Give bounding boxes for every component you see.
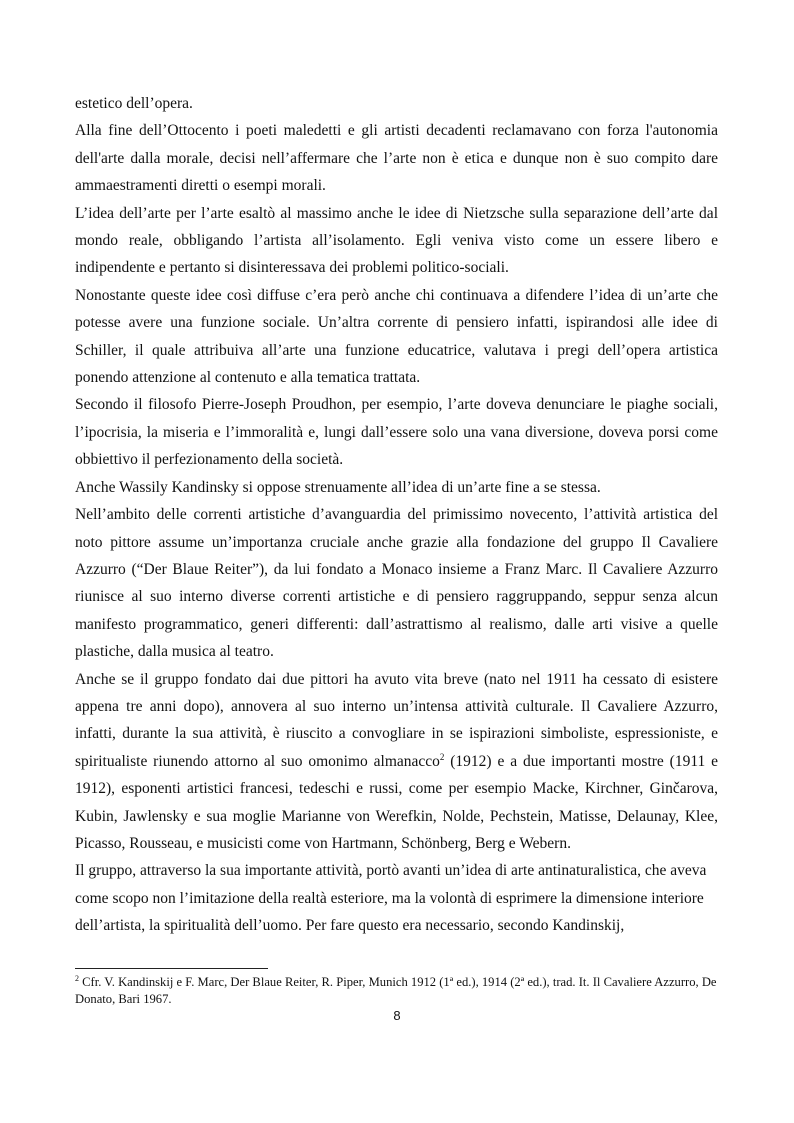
- paragraph-with-footnote: [75, 666, 718, 858]
- paragraph: Nonostante queste idee così diffuse c’era però anche chi continuava a difendere l’idea di un’arte che potesse avere una funzione sociale. Un’altra corrente di pensiero infatti, ispirandosi alle idee di Schiller, il quale attribuiva all’arte una funzione educatrice, valutava i pregi dell’opera artistica ponendo attenzione al contenuto e alla tematica trattata.: [75, 286, 718, 387]
- footnote-text: Cfr. V. Kandinskij e F. Marc, Der Blaue Reiter, R. Piper, Munich 1912 (1ª ed.), 1914 (2ª ed.), trad. It. Il Cavaliere Azzurro, De Donato, Bari 1967.: [75, 975, 717, 1006]
- footnote-number: 2: [75, 973, 79, 983]
- paragraph: Anche Wassily Kandinsky si oppose strenuamente all’idea di un’arte fine a se stessa.: [75, 478, 601, 496]
- paragraph-text: Anche se il gruppo fondato dai due pittori ha avuto vita breve (nato nel 1911 ha cessato di esistere appena tre anni dopo), annovera al suo interno un’intensa attività culturale. Il Cavaliere Azzurro, infatti, durante la sua attività, è riuscito a convogliare in se ispirazioni simboliste, espressioniste, e spiritualiste riunendo attorno al suo omonimo almanacco: [75, 670, 718, 770]
- footnote: [75, 974, 718, 1008]
- paragraph: Il gruppo, attraverso la sua importante attività, portò avanti un’idea di arte antinaturalistica, che aveva come scopo non l’imitazione della realtà esteriore, ma la volontà di esprimere la dimensione interiore dell’artista, la spiritualità dell’uomo. Per fare questo era necessario, secondo Kandinskij,: [75, 862, 707, 935]
- paragraph: Alla fine dell’Ottocento i poeti maledetti e gli artisti decadenti reclamavano con forza l'autonomia dell'arte dalla morale, decisi nell’affermare che l’arte non è etica e dunque non è suo compito dare ammaestramenti diretti o esempi morali.: [75, 122, 718, 195]
- body-text: [75, 90, 718, 940]
- page-number: 8: [393, 1008, 401, 1023]
- paragraph-text: (1912) e a due importanti mostre (1911 e 1912), esponenti artistici francesi, tedeschi e russi, come per esempio Macke, Kirchner, Ginčarova, Kubin, Jawlensky e sua moglie Marianne von Werefkin, Nolde, Pechstein, Matisse, Delaunay, Klee, Picasso, Rousseau, e musicisti come von Hartmann, Schönberg, Berg e Webern.: [75, 752, 718, 852]
- footnote-divider: [75, 968, 268, 969]
- paragraph: Secondo il filosofo Pierre-Joseph Proudhon, per esempio, l’arte doveva denunciare le piaghe sociali, l’ipocrisia, la miseria e l’immoralità e, lungi dall’essere solo una vana diversione, doveva porsi come obbiettivo il perfezionamento della società.: [75, 396, 718, 469]
- footnote-reference[interactable]: 2: [439, 751, 445, 762]
- paragraph: Nell’ambito delle correnti artistiche d’avanguardia del primissimo novecento, l’attività artistica del noto pittore assume un’importanza cruciale anche grazie alla fondazione del gruppo Il Cavaliere Azzurro (“Der Blaue Reiter”), da lui fondato a Monaco insieme a Franz Marc. Il Cavaliere Azzurro riunisce al suo interno diverse correnti artistiche e di pensiero raggruppando, seppur senza alcun manifesto programmatico, generi differenti: dall’astrattismo al realismo, dalle arti visive a quelle plastiche, dalla musica al teatro.: [75, 506, 718, 661]
- paragraph: estetico dell’opera.: [75, 95, 193, 112]
- paragraph: L’idea dell’arte per l’arte esaltò al massimo anche le idee di Nietzsche sulla separazione dell’arte dal mondo reale, obbligando l’artista all’isolamento. Egli veniva visto come un essere libero e indipendente e pertanto si disinteressava dei problemi politico-sociali.: [75, 204, 718, 277]
